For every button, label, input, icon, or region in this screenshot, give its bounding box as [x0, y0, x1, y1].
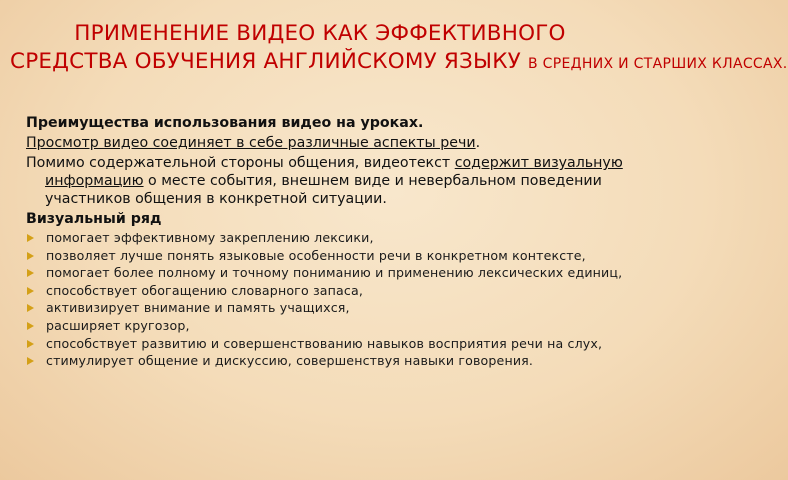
bullet-text: помогает эффективному закреплению лексики,	[46, 230, 374, 245]
bullet-item	[26, 265, 626, 282]
viewing-paragraph	[26, 134, 626, 152]
title-line-2-text: СРЕДСТВА ОБУЧЕНИЯ АНГЛИЙСКОМУ ЯЗЫКУ	[10, 49, 521, 74]
arrow-bullet-icon	[27, 340, 34, 348]
bullet-item	[26, 318, 626, 335]
bullet-item	[26, 300, 626, 317]
visual-info-link[interactable]: содержит визуальную информацию	[45, 155, 623, 189]
title-line-1: ПРИМЕНЕНИЕ ВИДЕО КАК ЭФФЕКТИВНОГО	[74, 21, 566, 46]
arrow-bullet-icon	[27, 234, 34, 242]
arrow-bullet-icon	[27, 287, 34, 295]
bullet-text: активизирует внимание и память учащихся,	[46, 300, 350, 316]
bullet-text: помогает более полному и точному пониманию и применению лексических единиц,	[46, 265, 623, 281]
arrow-bullet-icon	[27, 252, 34, 260]
bullet-item	[26, 336, 626, 353]
content-paragraph	[26, 154, 626, 208]
arrow-bullet-icon	[27, 304, 34, 312]
arrow-bullet-icon	[27, 357, 34, 365]
viewing-link[interactable]: Просмотр видео соединяет в себе различные аспекты речи	[26, 135, 476, 151]
viewing-end: .	[475, 135, 481, 151]
bullet-list	[26, 230, 626, 370]
slide-title	[10, 20, 788, 78]
paragraph-start: Помимо содержательной стороны общения, видеотекст	[26, 155, 455, 171]
slide-body	[26, 114, 626, 371]
bullet-item	[26, 283, 626, 300]
arrow-bullet-icon	[27, 322, 34, 330]
bullet-text: стимулирует общение и дискуссию, совершенствуя навыки говорения.	[46, 353, 534, 369]
visual-heading: Визуальный ряд	[26, 211, 162, 227]
bullet-text: способствует развитию и совершенствованию навыков восприятия речи на слух,	[46, 335, 603, 351]
paragraph-end: о месте события, внешнем виде и невербальном поведении участников общения в конкретной ситуации.	[45, 173, 602, 207]
title-line-2	[10, 48, 788, 78]
bullet-item	[26, 248, 626, 265]
title-line-3: В СРЕДНИХ И СТАРШИХ КЛАССАХ.	[528, 56, 788, 72]
bullet-item	[26, 230, 626, 247]
bullet-text: расширяет кругозор,	[46, 317, 190, 333]
bullet-text: позволяет лучше понять языковые особенности речи в конкретном контексте,	[46, 247, 586, 263]
benefits-heading: Преимущества использования видео на уроках.	[26, 115, 424, 131]
bullet-text: способствует обогащению словарного запаса,	[46, 282, 364, 298]
arrow-bullet-icon	[27, 269, 34, 277]
bullet-item	[26, 353, 626, 370]
